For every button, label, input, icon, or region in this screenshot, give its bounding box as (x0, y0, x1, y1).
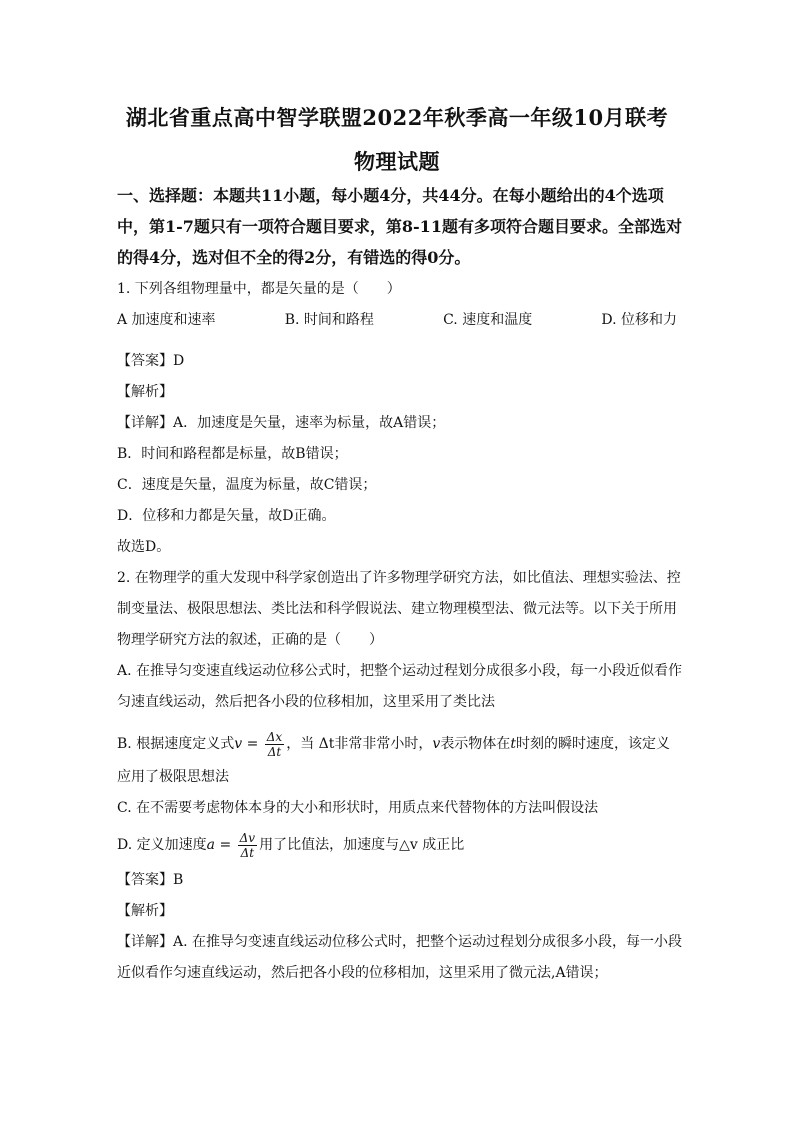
answer-label: 【答案】B (117, 872, 184, 888)
option-b-cont (117, 762, 686, 824)
option-b-line2: 应用了极限思想法 (117, 769, 229, 785)
question-2 (117, 563, 686, 718)
detail-line: D．位移和力都是矢量，故D正确。 (117, 508, 336, 524)
detail-line: B．时间和路程都是标量，故B错误； (117, 446, 348, 462)
velocity-fraction (265, 730, 284, 759)
option-b-text: 时刻的瞬时速度，该定义 (515, 736, 670, 752)
time-symbol: t (510, 736, 516, 752)
conclusion-line: 故选D。 (117, 539, 171, 555)
section-heading-line: 中，第1-7题只有一项符合题目要求，第8-11题有多项符合题目要求。全部选对 (117, 217, 682, 236)
answer-1 (117, 346, 686, 563)
fraction-denominator: Δt (267, 744, 282, 759)
section-heading (117, 180, 686, 273)
fraction-denominator: Δt (240, 845, 255, 860)
acceleration-symbol: a (206, 837, 215, 853)
analysis-label: 【解析】 (117, 903, 173, 919)
acceleration-fraction (238, 831, 257, 860)
question-stem: 2. 在物理学的重大发现中科学家创造出了许多物理学研究方法，如比值法、理想实验法、控 (117, 570, 681, 586)
option-a: A. 在推导匀变速直线运动位移公式时，把整个运动过程划分成很多小段，每一小段近似看作 (117, 663, 683, 679)
option-b-text: B. 根据速度定义式 (117, 736, 235, 752)
exam-title: 湖北省重点高中智学联盟2022年秋季高一年级10月联考 (125, 105, 669, 130)
option-d-text: D. 定义加速度 (117, 837, 207, 853)
detail-line: 【详解】A. 在推导匀变速直线运动位移公式时，把整个运动过程划分成很多小段，每一小段 (117, 934, 683, 950)
detail-line: 近似看作匀速直线运动，然后把各小段的位移相加，这里采用了微元法,A错误； (117, 965, 608, 981)
option-a: A 加速度和速率 (117, 312, 216, 328)
question-stem: 1. 下列各组物理量中，都是矢量的是（ ） (117, 281, 401, 297)
fraction-numerator: Δx (266, 729, 283, 744)
option-d (117, 826, 686, 864)
option-c: C. 在不需要考虑物体本身的大小和形状时，用质点来代替物体的方法叫假设法 (117, 800, 599, 816)
analysis-label: 【解析】 (117, 384, 173, 400)
detail-line: 【详解】A．加速度是矢量，速率为标量，故A错误； (117, 415, 446, 431)
answer-2 (117, 865, 686, 989)
option-d-text: 用了比值法，加速度与△v 成正比 (259, 837, 465, 853)
section-heading-line: 的得4分，选对但不全的得2分，有错选的得0分。 (117, 248, 471, 267)
detail-line: C．速度是矢量，温度为标量，故C错误； (117, 477, 377, 493)
exam-subtitle: 物理试题 (354, 149, 440, 174)
section-heading-line: 一、选择题：本题共11小题，每小题4分，共44分。在每小题给出的4个选项 (117, 186, 664, 205)
velocity-symbol: v (234, 736, 243, 752)
option-b-text: ，当 Δt非常非常小时， (286, 736, 433, 752)
equals-sign: = (215, 837, 236, 853)
question-options (117, 305, 677, 336)
option-d: D. 位移和力 (601, 312, 677, 328)
question-1 (117, 274, 686, 336)
answer-label: 【答案】D (117, 353, 185, 369)
fraction-numerator: Δv (239, 830, 256, 845)
equals-sign: = (242, 736, 263, 752)
velocity-symbol: v (432, 736, 441, 752)
question-stem: 物理学研究方法的叙述，正确的是（ ） (117, 632, 383, 648)
option-b-text: 表示物体在 (440, 736, 511, 752)
option-b (117, 725, 686, 763)
option-c: C. 速度和温度 (443, 312, 533, 328)
option-a-cont: 匀速直线运动，然后把各小段的位移相加，这里采用了类比法 (117, 694, 495, 710)
question-stem: 制变量法、极限思想法、类比法和科学假说法、建立物理模型法、微元法等。以下关于所用 (117, 601, 677, 617)
option-b: B. 时间和路程 (284, 312, 374, 328)
